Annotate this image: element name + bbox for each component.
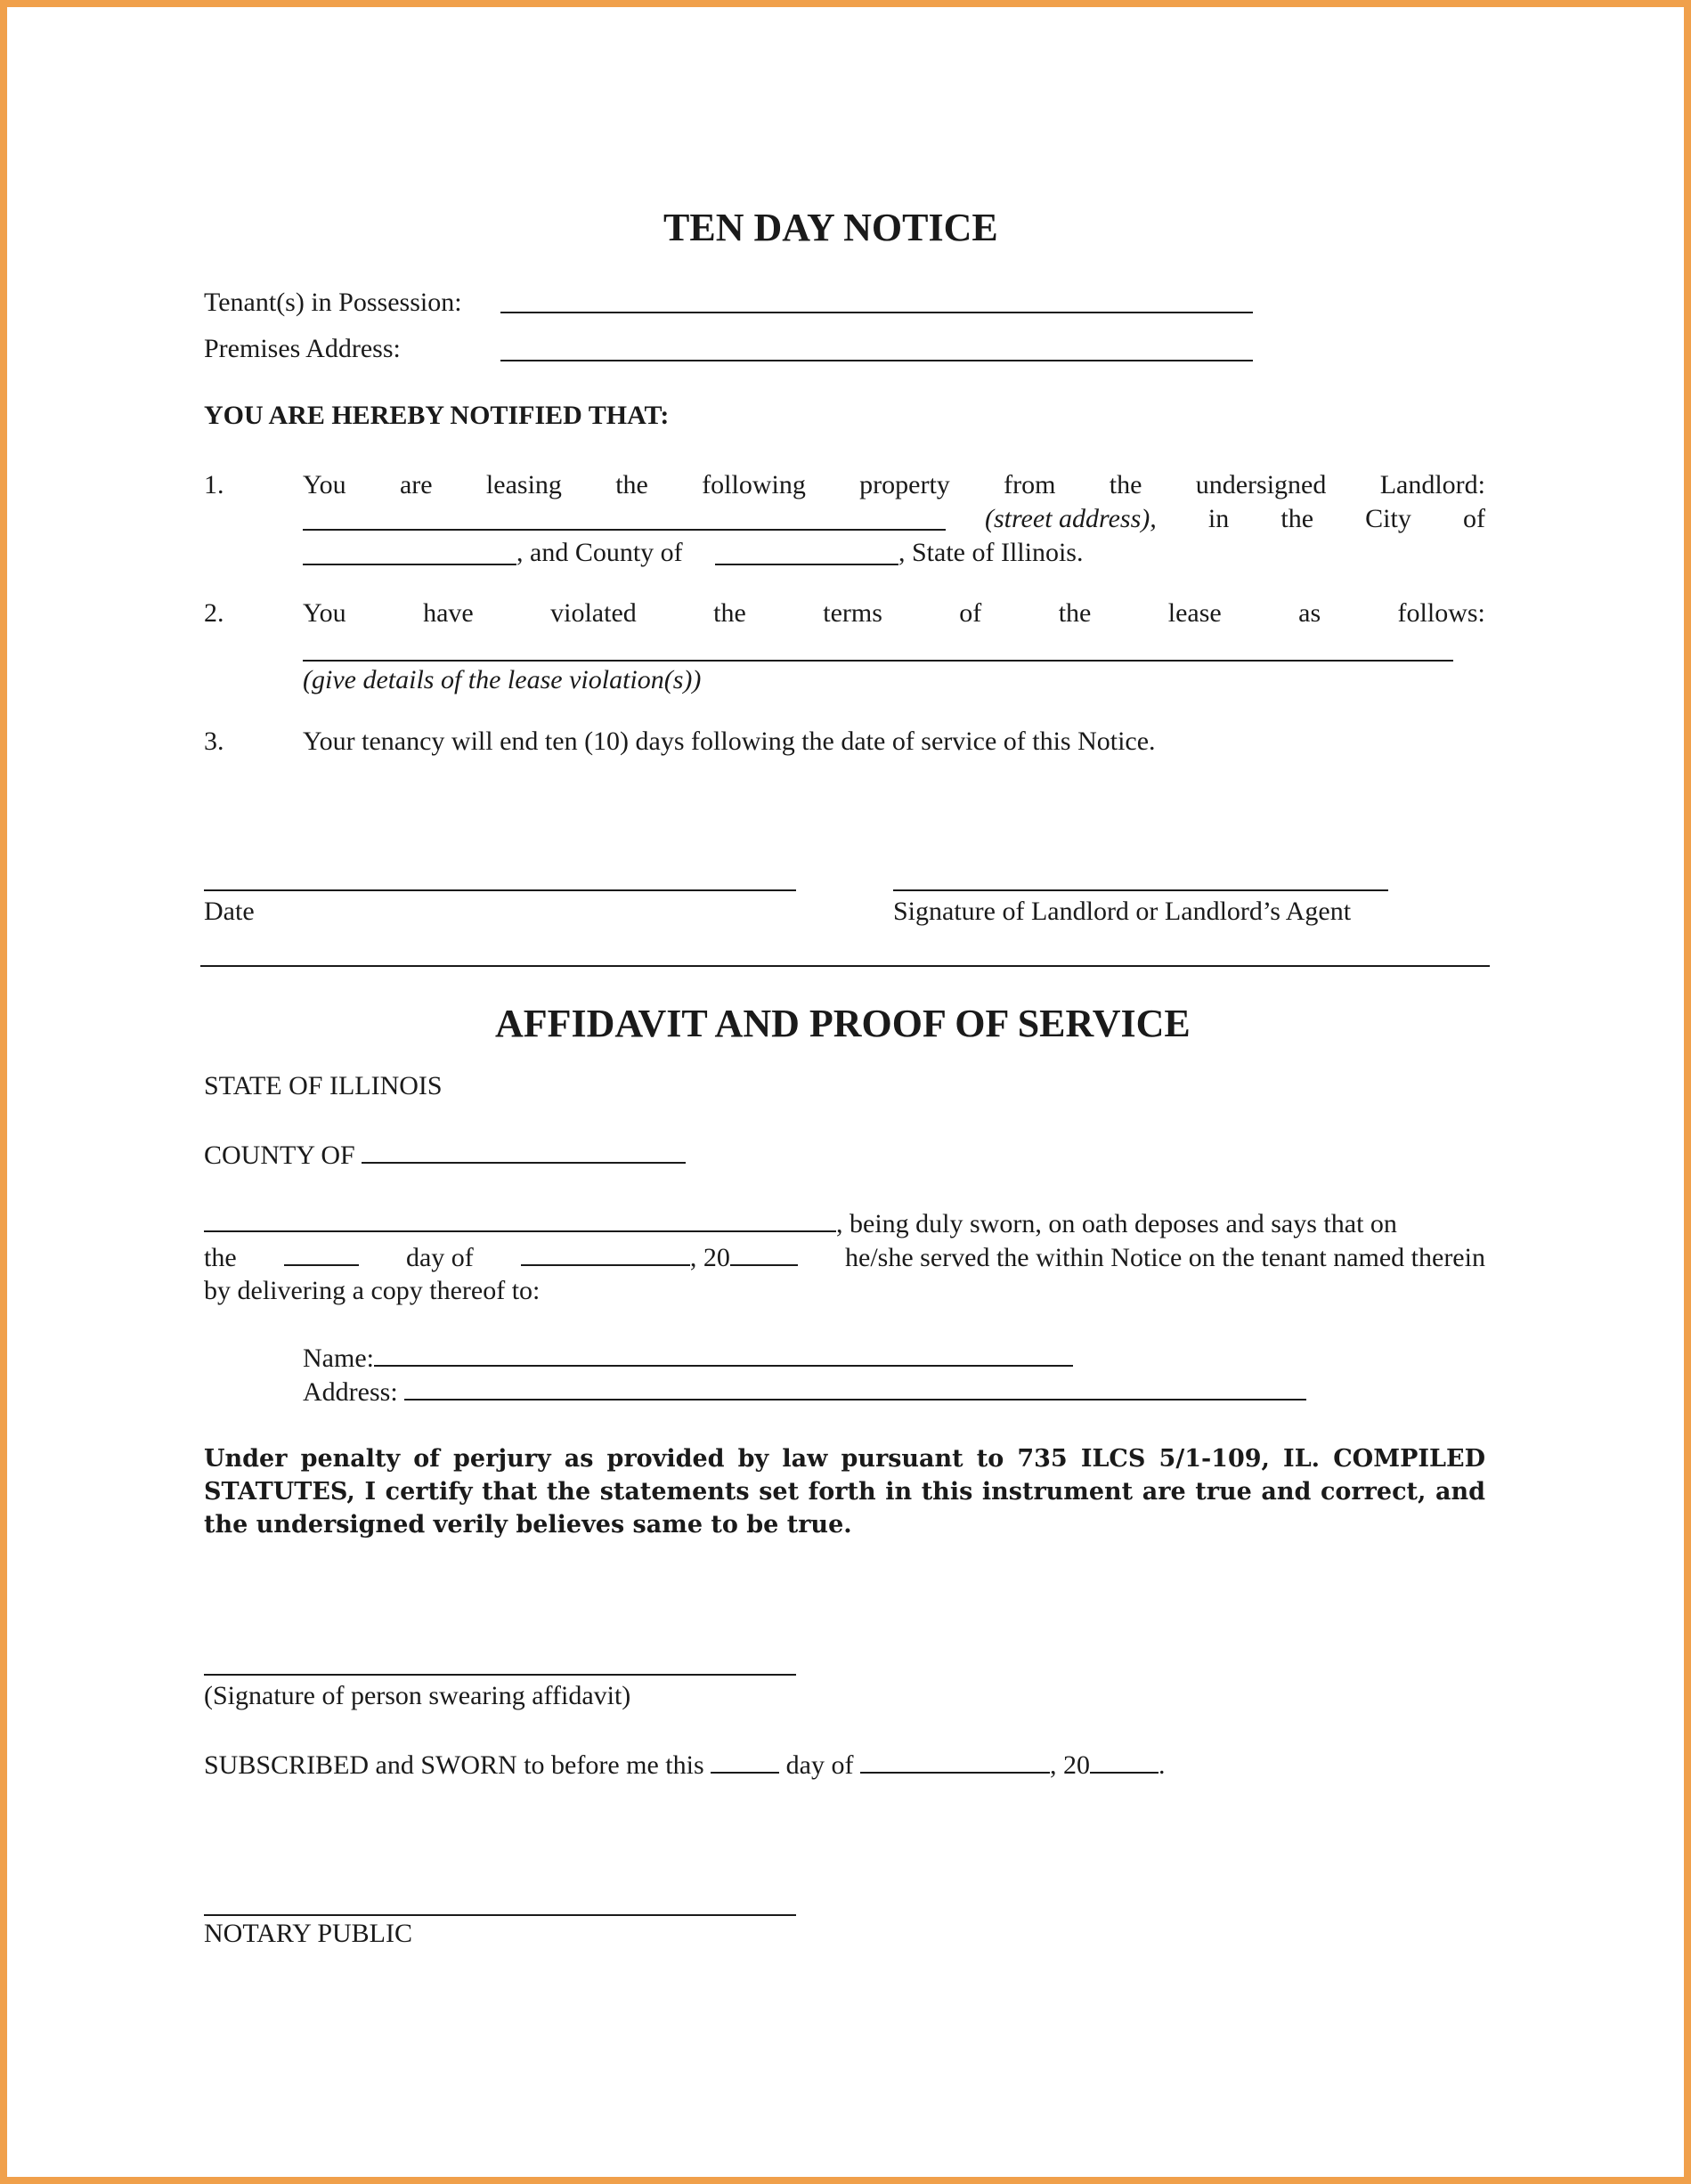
service-month-field[interactable] — [521, 1241, 690, 1266]
item2-word: have — [423, 598, 474, 628]
subscribed-text: SUBSCRIBED and SWORN to before me this — [204, 1750, 704, 1780]
item2-details-field[interactable] — [303, 660, 1453, 662]
item2-word: violated — [550, 598, 637, 628]
date-label: Date — [204, 897, 255, 926]
item1-word: following — [702, 470, 806, 499]
affidavit-title: AFFIDAVIT AND PROOF OF SERVICE — [495, 1002, 1191, 1045]
name-label: Name: — [303, 1344, 374, 1373]
county-label — [204, 1139, 686, 1172]
service-date-line — [204, 1241, 1485, 1274]
sworn-text: , being duly sworn, on oath deposes and says that on — [836, 1209, 1397, 1238]
sworn-period: . — [1158, 1750, 1166, 1780]
affidavit-county-field[interactable] — [362, 1139, 686, 1164]
item1-word: the — [1109, 470, 1142, 499]
landlord-signature-field[interactable] — [893, 889, 1388, 891]
item2-word: of — [959, 598, 982, 628]
item1-word: property — [859, 470, 950, 499]
address-label: Address: — [303, 1377, 398, 1407]
item1-word: the — [615, 470, 648, 499]
item1-word: City — [1365, 504, 1411, 533]
notary-signature-field[interactable] — [204, 1914, 796, 1916]
item2-word: the — [713, 598, 746, 628]
item1-word: of — [1463, 504, 1485, 533]
service-day-field[interactable] — [284, 1241, 359, 1266]
the-word: the — [204, 1243, 237, 1272]
item1-word: undersigned — [1195, 470, 1327, 499]
sworn-day-field[interactable] — [711, 1749, 779, 1774]
item1-word: You — [303, 470, 346, 499]
item2-number: 2. — [204, 598, 224, 628]
service-month-group — [521, 1241, 798, 1274]
street-address-hint: (street address), — [985, 504, 1157, 533]
item1-word: leasing — [485, 470, 562, 499]
item1-line1 — [303, 469, 1485, 501]
landlord-signature-label: Signature of Landlord or Landlord’s Agent — [893, 897, 1352, 926]
sworn-month-field[interactable] — [860, 1749, 1050, 1774]
state-of-illinois: STATE OF ILLINOIS — [204, 1071, 443, 1100]
state-text: , State of Illinois. — [898, 538, 1084, 567]
recipient-address-field[interactable] — [404, 1376, 1306, 1401]
violation-hint: (give details of the lease violation(s)) — [303, 665, 702, 694]
item1-word: from — [1004, 470, 1056, 499]
item1-number: 1. — [204, 470, 224, 499]
notice-title: TEN DAY NOTICE — [663, 206, 998, 249]
service-year-field[interactable] — [730, 1241, 798, 1266]
tenants-field[interactable] — [500, 312, 1253, 313]
date-field[interactable] — [204, 889, 796, 891]
item2-line1 — [303, 597, 1485, 629]
county-label-text: COUNTY OF — [204, 1141, 355, 1170]
affiant-name-field[interactable] — [204, 1207, 836, 1232]
premises-field[interactable] — [500, 360, 1253, 361]
item1-word: are — [399, 470, 433, 499]
address-line — [303, 1376, 1306, 1409]
item2-word: lease — [1167, 598, 1222, 628]
item2-word: terms — [823, 598, 882, 628]
subscribed-line — [204, 1749, 1165, 1782]
notified-heading: YOU ARE HEREBY NOTIFIED THAT: — [204, 401, 670, 430]
perjury-statement: Under penalty of perjury as provided by law pursuant to 735 ILCS 5/1-109, IL. COMPILED STATUTES, I certify that the statements set forth in this instrument are true and correct, and the undersigned verily believes same to be true. — [204, 1445, 1485, 1539]
item2-word: the — [1058, 598, 1092, 628]
item1-word: Landlord: — [1379, 470, 1485, 499]
day-of-text: day of — [405, 1243, 474, 1272]
sworn-comma-20-text: , 20 — [1049, 1750, 1090, 1780]
item2-word: as — [1298, 598, 1321, 628]
served-text: he/she served the within Notice on the tenant named therein — [845, 1243, 1485, 1272]
affiant-signature-label: (Signature of person swearing affidavit) — [204, 1681, 631, 1710]
item2-word: You — [303, 598, 346, 628]
premises-label: Premises Address: — [204, 334, 401, 363]
item3-text: Your tenancy will end ten (10) days following the date of service of this Notice. — [303, 727, 1156, 756]
item1-city-field[interactable] — [303, 564, 516, 565]
sworn-year-field[interactable] — [1090, 1749, 1158, 1774]
notary-label: NOTARY PUBLIC — [204, 1919, 413, 1948]
comma-20-text: , 20 — [689, 1243, 730, 1272]
county-text: , and County of — [516, 538, 683, 567]
recipient-name-field[interactable] — [374, 1342, 1073, 1367]
section-divider — [200, 965, 1490, 967]
item1-county-field[interactable] — [715, 564, 898, 565]
affiant-signature-field[interactable] — [204, 1674, 796, 1676]
name-line — [303, 1342, 1073, 1375]
delivering-text: by delivering a copy thereof to: — [204, 1276, 541, 1305]
sworn-day-of-text: day of — [785, 1750, 854, 1780]
item1-word: the — [1280, 504, 1314, 533]
sworn-line — [204, 1207, 1397, 1240]
item2-word: follows: — [1397, 598, 1485, 628]
tenants-label: Tenant(s) in Possession: — [204, 288, 462, 317]
item3-number: 3. — [204, 727, 224, 756]
item1-word: in — [1207, 504, 1230, 533]
item1-line2 — [985, 503, 1485, 535]
item1-street-field[interactable] — [303, 529, 946, 531]
